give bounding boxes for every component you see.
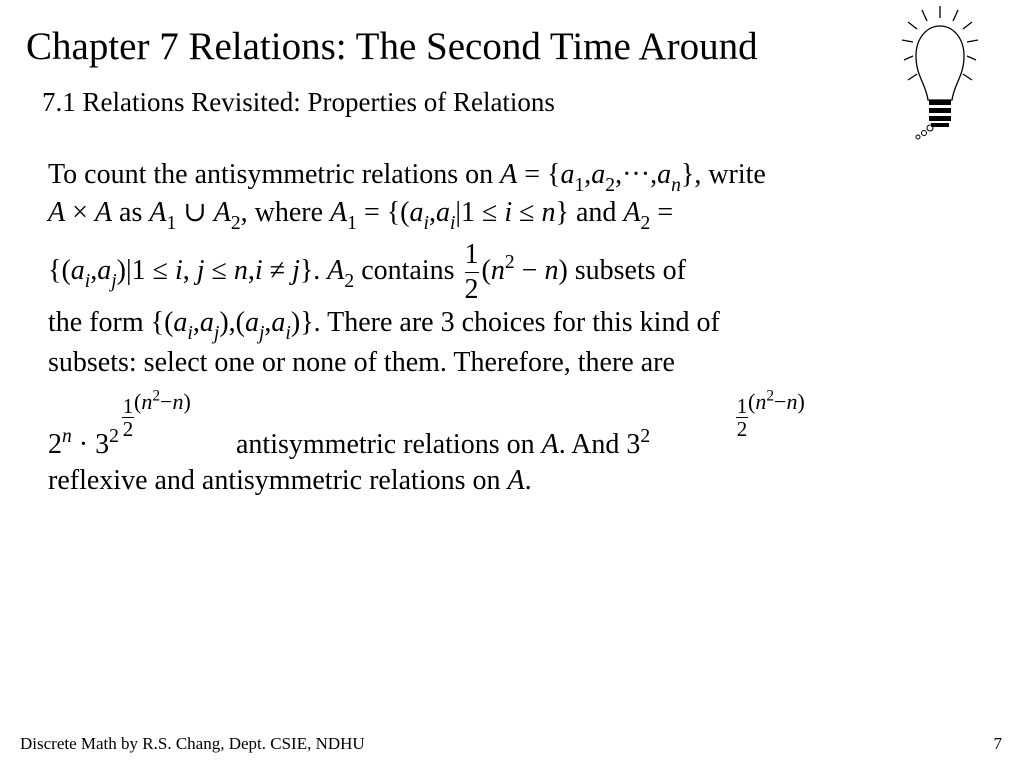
body-line-2 (48, 196, 674, 234)
line7-text: reflexive and antisymmetric relations on (48, 465, 501, 496)
line1-write: write (708, 159, 766, 190)
body-line-5: subsets: select one or none of them. Therefore, there are (48, 347, 675, 378)
math-form-set: $\{(a_i,a_j),(a_j,a_i)\}$. (150, 307, 321, 344)
slide-title: Chapter 7 Relations: The Second Time Around (26, 25, 758, 68)
footer-credit: Discrete Math by R.S. Chang, Dept. CSIE, NDHU (20, 734, 365, 753)
line6-text: antisymmetric relations on (236, 429, 535, 460)
math-a-period: A. (541, 429, 566, 460)
line4-suffix: There are 3 choices for this kind of (327, 307, 720, 338)
lightbulb-icon (900, 4, 980, 144)
math-three-power: $3^2$ (626, 426, 651, 460)
line3-contains: contains (361, 255, 455, 286)
math-union: $A_1$ ∪ $A_2$, (149, 197, 248, 234)
math-set-a: $A = \{a_1,a_2,\cdot\cdot\cdot,a_n\}$, (500, 159, 702, 196)
math-a1-def: $A_1 = \{(a_i,a_i|1 \le i \le n\}$ (330, 197, 569, 234)
body-line-4 (48, 306, 720, 344)
math-count-formula: $2^n \cdot 3^2$ (48, 426, 119, 460)
body-line-1 (48, 158, 766, 196)
line2-and: and (576, 197, 617, 228)
body-line-6-text (236, 428, 650, 462)
slide-subtitle: 7.1 Relations Revisited: Properties of Relations (42, 87, 555, 117)
body-line-6 (48, 428, 119, 462)
math-exponent-left: $\frac{1}{2}$ $(n^2-n)$ (122, 387, 191, 441)
body-line-3 (48, 236, 686, 306)
math-a2-eq: $A_2$ = (623, 197, 674, 234)
math-exponent-right: $\frac{1}{2}$ $(n^2-n)$ (736, 387, 805, 441)
math-a2: $A_2$ (327, 255, 355, 292)
math-a-final: A. (507, 465, 532, 496)
line3-subsets: subsets of (574, 255, 686, 286)
line4-prefix: the form (48, 307, 144, 338)
body-line-7 (48, 464, 532, 498)
math-product: A × A (48, 197, 113, 228)
math-n2-minus-n: $(n^2 - n)$ (481, 252, 568, 286)
page-number: 7 (993, 734, 1002, 753)
math-fraction-half: $\frac{1}{2}$ (464, 239, 479, 306)
line1-text: To count the antisymmetric relations on (48, 159, 494, 190)
line6-and: And (571, 429, 620, 460)
line2-as: as (119, 197, 143, 228)
math-a2-def: {$(a_i,a_j)|1 \le i$, j ≤ n,i ≠ j}. (48, 255, 321, 292)
line2-where: where (254, 197, 324, 228)
